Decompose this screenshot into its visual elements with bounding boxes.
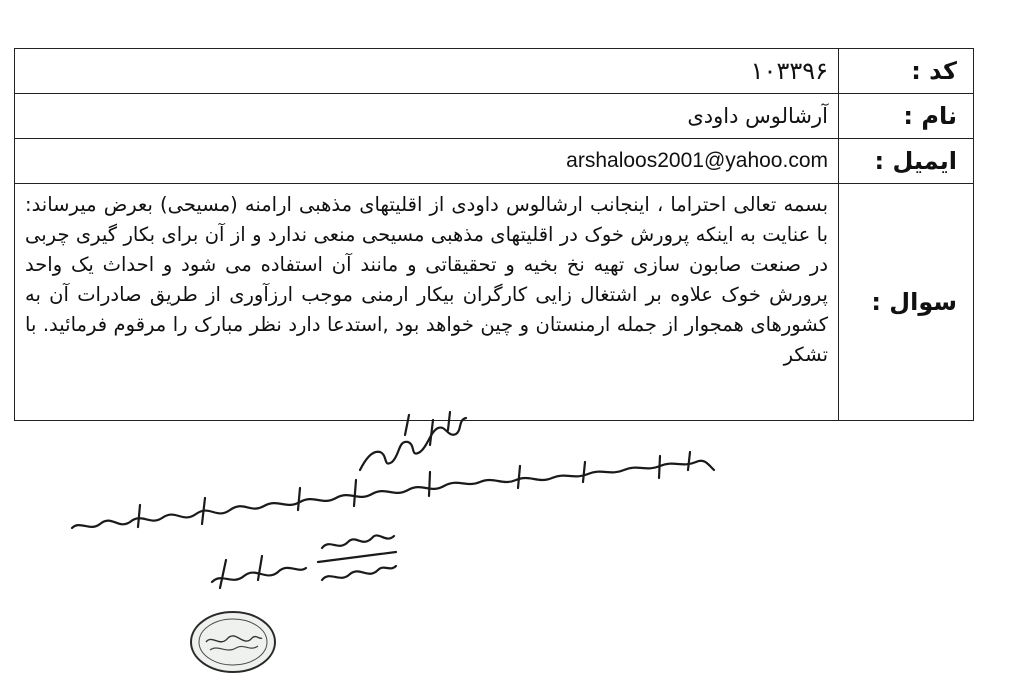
code-value: ۱۰۳۳۹۶ xyxy=(15,49,839,94)
question-text: بسمه تعالی احتراما ، اینجانب ارشالوس داودی از اقلیتهای مذهبی ارامنه (مسیحی) بعرض میرساند: با عنایت به اینکه پرورش خوک در اقلیتهای مذهبی مسیحی منعی ندارد و از آن برای بکار گیری چربی در صنعت صابون سازی تهیه نخ بخیه و تحقیقاتی و مانند آن استفاده می شود و احداث یک واحد پرورش خوک علاوه بر اشتغال زایی کارگران بیکار ارمنی موجب ارزآوری از طریق صادرات آن به کشورهای همجوار از جمله ارمنستان و چین خواهد بود ,استدعا دارد نظر مبارک را مرقوم فرمائید. با تشکر xyxy=(15,184,839,421)
email-row xyxy=(15,139,974,184)
name-label: نام : xyxy=(839,94,974,139)
question-label: سوال : xyxy=(839,184,974,421)
code-row xyxy=(15,49,974,94)
handwritten-heading-stroke xyxy=(360,418,466,470)
handwritten-body-stroke xyxy=(72,461,714,528)
office-stamp xyxy=(188,608,278,676)
name-value: آرشالوس داودی xyxy=(15,94,839,139)
handwritten-date-stroke xyxy=(322,535,394,548)
question-row xyxy=(15,184,974,421)
name-row xyxy=(15,94,974,139)
email-value: arshaloos2001@yahoo.com xyxy=(15,139,839,184)
code-label: کد : xyxy=(839,49,974,94)
question-form-table xyxy=(14,48,974,421)
handwritten-signature-stroke xyxy=(212,568,306,582)
email-label: ایمیل : xyxy=(839,139,974,184)
